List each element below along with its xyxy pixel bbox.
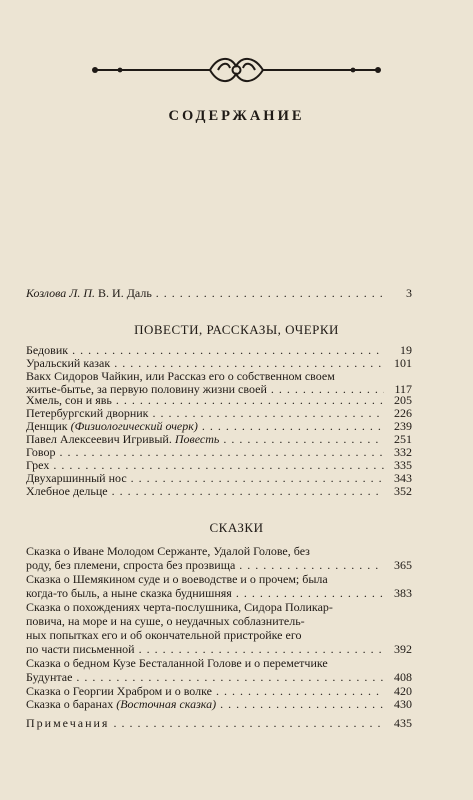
entry-title: Хлебное дельце	[26, 484, 108, 498]
toc-entry[interactable]	[26, 432, 412, 446]
page-number: 3	[406, 286, 412, 300]
leader-dots	[236, 586, 384, 600]
entry-title-line: Будунтае	[26, 670, 73, 684]
entry-title-line: когда-то быль, а ныне сказка буднишняя	[26, 586, 232, 600]
entry-title: Грех	[26, 458, 50, 472]
ornament-header	[90, 50, 383, 90]
toc-entry[interactable]	[26, 684, 412, 698]
leader-dots	[113, 716, 384, 730]
toc-entry[interactable]	[26, 484, 412, 498]
page-number: 226	[394, 406, 412, 420]
entry-title-line: роду, без племени, спроста без прозвища	[26, 558, 236, 572]
leader-dots	[239, 558, 384, 572]
entry-note: (Физиологический очерк)	[70, 419, 198, 433]
page-title: СОДЕРЖАНИЕ	[168, 108, 305, 124]
entry-title-line: по части письменной	[26, 642, 135, 656]
page-number: 251	[394, 432, 412, 446]
leader-dots	[112, 484, 384, 498]
toc-entry-preface[interactable]	[26, 286, 412, 300]
toc-entry[interactable]	[26, 656, 412, 684]
entry-title: Бедовик	[26, 343, 69, 357]
entry-title-line: Вакх Сидоров Чайкин, или Рассказ его о собственном своем	[26, 369, 335, 383]
section-heading-stories: ПОВЕСТИ, РАССКАЗЫ, ОЧЕРКИ	[134, 322, 339, 337]
page-number: 343	[394, 471, 412, 485]
toc-entry[interactable]	[26, 406, 412, 420]
leader-dots	[223, 432, 384, 446]
entry-title: Говор	[26, 445, 56, 459]
page-number: 332	[394, 445, 412, 459]
toc-entry[interactable]	[26, 369, 412, 396]
page-number: 101	[394, 356, 412, 370]
leader-dots	[153, 406, 385, 420]
page-number: 205	[394, 393, 412, 407]
toc-entry[interactable]	[26, 445, 412, 459]
entry-title-line: ных попытках его и об окончательной пристройке его	[26, 628, 302, 642]
preface-author: Козлова Л. П.	[26, 286, 96, 300]
entry-title: Павел Алексеевич Игривый.	[26, 432, 172, 446]
leader-dots	[53, 458, 384, 472]
page-number: 420	[394, 684, 412, 698]
page-number: 117	[394, 382, 412, 396]
toc-entry[interactable]	[26, 697, 412, 711]
leader-dots	[114, 356, 384, 370]
page-number: 383	[394, 586, 412, 600]
section-heading-tales: СКАЗКИ	[209, 520, 264, 535]
leader-dots	[156, 286, 384, 300]
leader-dots	[139, 642, 384, 656]
leader-dots	[202, 419, 384, 433]
leader-dots	[216, 684, 384, 698]
page-number: 19	[400, 343, 412, 357]
entry-title-line: Сказка о Иване Молодом Сержанте, Удалой Голове, без	[26, 544, 310, 558]
page-number: 239	[394, 419, 412, 433]
entry-title-line: Сказка о Шемякином суде и о воеводстве и о прочем; была	[26, 572, 328, 586]
page-number: 352	[394, 484, 412, 498]
toc-entry[interactable]	[26, 600, 412, 656]
page-number: 408	[394, 670, 412, 684]
page-number: 392	[394, 642, 412, 656]
entry-title: Сказка о баранах	[26, 697, 114, 711]
entry-title-line: житье-бытье, за первую половину жизни своей	[26, 382, 267, 396]
entry-title: Хмель, сон и явь	[26, 393, 112, 407]
leader-dots	[72, 343, 384, 357]
entry-title: Примечания	[26, 716, 110, 730]
toc-entry[interactable]	[26, 544, 412, 572]
entry-title: Двухаршинный нос	[26, 471, 127, 485]
leader-dots	[220, 697, 384, 711]
toc-entry[interactable]	[26, 572, 412, 600]
toc-entry[interactable]	[26, 356, 412, 370]
leader-dots	[131, 471, 384, 485]
entry-title: Петербургский дворник	[26, 406, 149, 420]
entry-title-line: повича, на море и на суше, о неудачных соблазнитель-	[26, 614, 305, 628]
entry-note: (Восточная сказка)	[116, 697, 217, 711]
entry-title: Сказка о Георгии Храбром и о волке	[26, 684, 212, 698]
toc-entry[interactable]	[26, 343, 412, 357]
page-number: 365	[394, 558, 412, 572]
leader-dots	[76, 670, 384, 684]
toc-entry-notes[interactable]	[26, 716, 412, 730]
entry-title-line: Сказка о похождениях черта-послушника, Сидора Поликар-	[26, 600, 333, 614]
toc-entry[interactable]	[26, 419, 412, 433]
leader-dots	[59, 445, 384, 459]
toc-entry[interactable]	[26, 393, 412, 407]
entry-note: Повесть	[174, 432, 220, 446]
page-number: 430	[394, 697, 412, 711]
entry-title: Уральский казак	[26, 356, 111, 370]
entry-title: Денщик	[26, 419, 68, 433]
toc-entry[interactable]	[26, 471, 412, 485]
preface-title: В. И. Даль	[98, 286, 152, 300]
leader-dots	[116, 393, 384, 407]
page-number: 335	[394, 458, 412, 472]
entry-title-line: Сказка о бедном Кузе Бесталанной Голове и о переметчике	[26, 656, 328, 670]
toc-entry[interactable]	[26, 458, 412, 472]
page-number: 435	[394, 716, 412, 730]
